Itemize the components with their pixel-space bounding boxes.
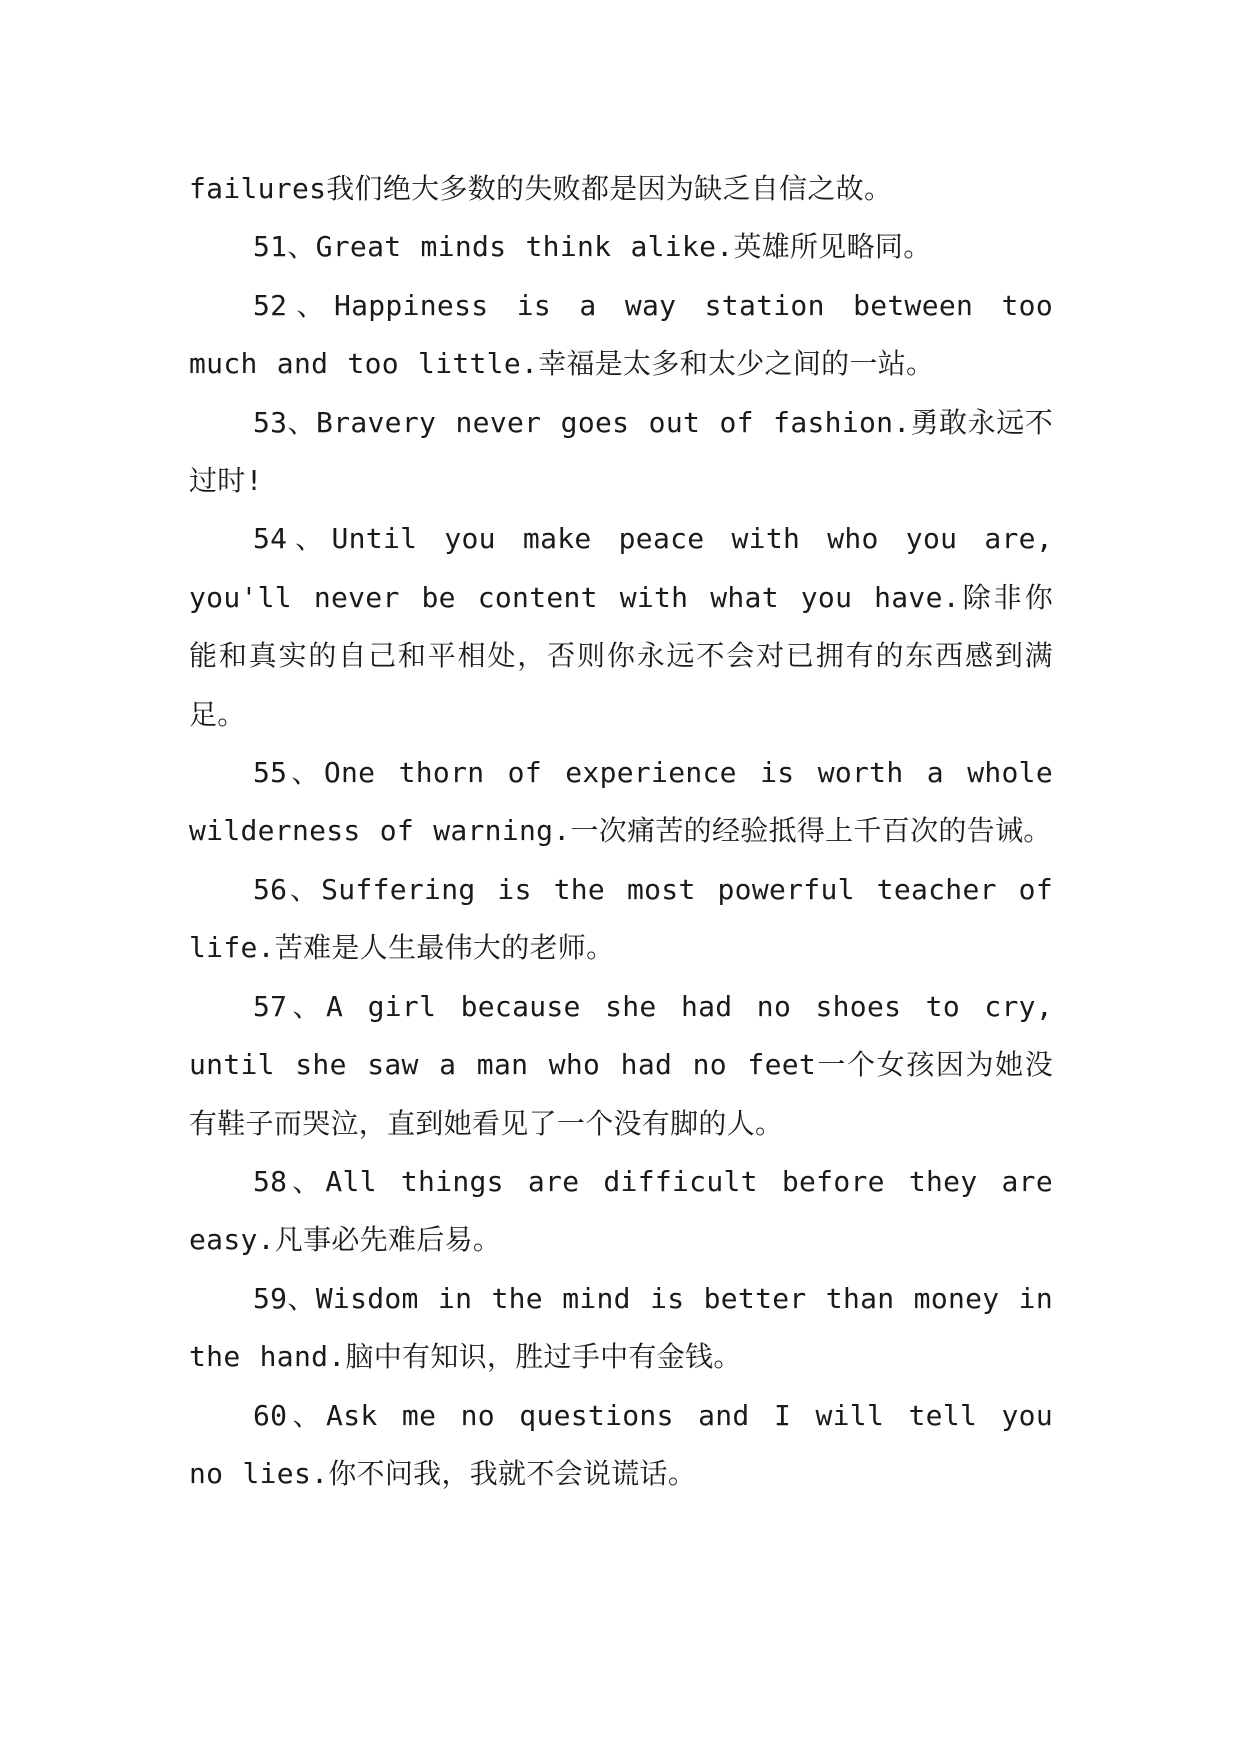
quote-53: 53、Bravery never goes out of fashion.勇敢永远不过时! (189, 405, 1053, 498)
quote-58: 58、All things are difficult before they are easy.凡事必先难后易。 (189, 1164, 1053, 1257)
quote-list (189, 160, 1053, 1503)
quote-57: 57、A girl because she had no shoes to cry, until she saw a man who had no feet一个女孩因为她没有鞋子而哭泣，直到她看见了一个没有脚的人。 (189, 989, 1053, 1140)
quote-55: 55、One thorn of experience is worth a whole wilderness of warning.一次痛苦的经验抵得上千百次的告诫。 (189, 756, 1053, 848)
quote-54: 54、Until you make peace with who you are, you'll never be content with what you have.除非你能和真实的自己和平相处，否则你永远不会对已拥有的东西感到满足。 (189, 522, 1053, 731)
quote-51: 51、Great minds think alike.英雄所见略同。 (253, 230, 932, 264)
quote-59: 59、Wisdom in the mind is better than money in the hand.脑中有知识，胜过手中有金钱。 (189, 1281, 1053, 1374)
paragraph-continuation: failures我们绝大多数的失败都是因为缺乏自信之故。 (189, 172, 893, 205)
quote-60: 60、Ask me no questions and I will tell you no lies.你不问我，我就不会说谎话。 (189, 1398, 1053, 1490)
quote-52: 52、Happiness is a way station between too much and too little.幸福是太多和太少之间的一站。 (189, 288, 1053, 381)
quote-56: 56、Suffering is the most powerful teacher of life.苦难是人生最伟大的老师。 (189, 872, 1053, 965)
